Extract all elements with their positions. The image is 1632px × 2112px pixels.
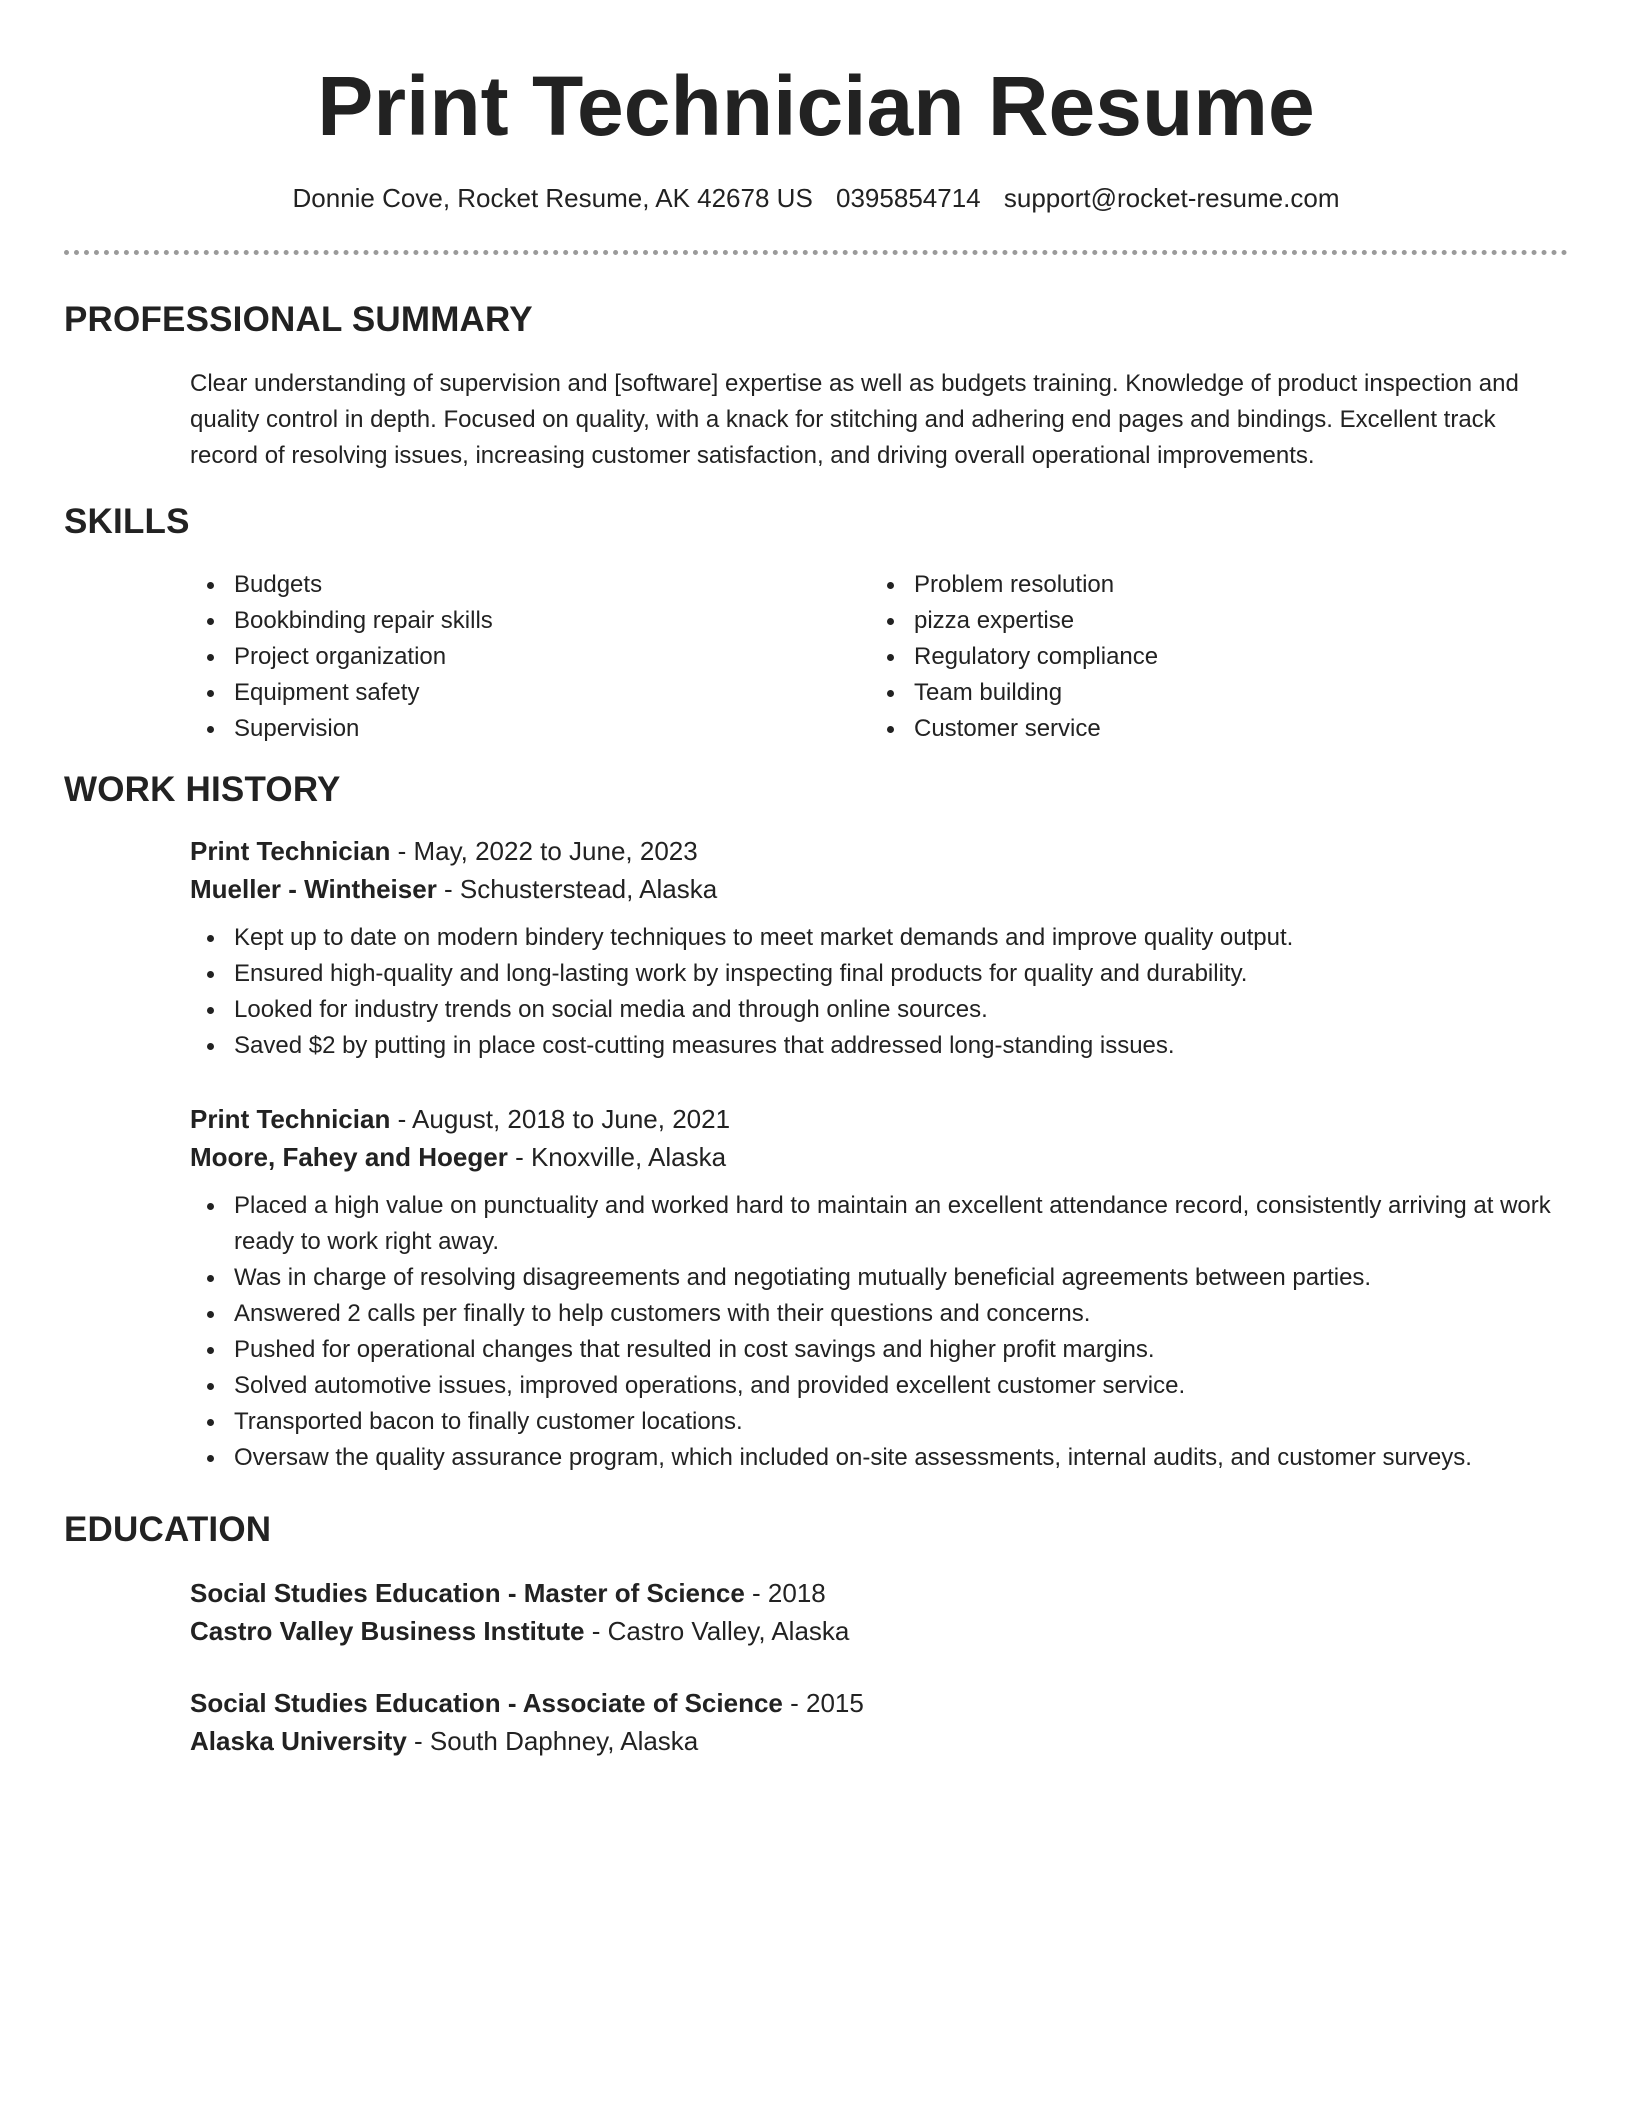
job-bullets	[190, 1188, 1560, 1476]
job-bullet: Kept up to date on modern bindery techniques to meet market demands and improve quality output.	[190, 920, 1560, 956]
skill-item: Problem resolution	[870, 567, 1510, 603]
job-bullet: Was in charge of resolving disagreements and negotiating mutually beneficial agreements between parties.	[190, 1260, 1560, 1296]
job-bullet: Transported bacon to finally customer locations.	[190, 1404, 1560, 1440]
education-entry	[190, 1684, 1560, 1760]
job-bullet: Solved automotive issues, improved operations, and provided excellent customer service.	[190, 1368, 1560, 1404]
job-bullet: Placed a high value on punctuality and worked hard to maintain an excellent attendance record, consistently arriving at work ready to work right away.	[190, 1188, 1560, 1260]
job-dates: - August, 2018 to June, 2021	[390, 1104, 731, 1134]
skills-heading: SKILLS	[64, 502, 190, 541]
skill-item: Project organization	[190, 639, 830, 675]
education-degree: Social Studies Education - Associate of Science	[190, 1688, 783, 1718]
job-bullet: Ensured high-quality and long-lasting work by inspecting final products for quality and durability.	[190, 956, 1560, 992]
job-bullet: Answered 2 calls per finally to help customers with their questions and concerns.	[190, 1296, 1560, 1332]
job-location: - Knoxville, Alaska	[507, 1142, 727, 1172]
contact-address: Donnie Cove, Rocket Resume, AK 42678 US	[292, 183, 813, 213]
education-degree-line	[190, 1684, 1560, 1722]
job-company-line	[190, 870, 1560, 908]
job-company-line	[190, 1138, 1560, 1176]
skill-item: Customer service	[870, 711, 1510, 747]
skill-item: Supervision	[190, 711, 830, 747]
education-school: Castro Valley Business Institute	[190, 1616, 585, 1646]
job-company: Mueller - Wintheiser	[190, 874, 437, 904]
contact-phone: 0395854714	[836, 183, 981, 213]
job-dates: - May, 2022 to June, 2023	[390, 836, 698, 866]
skills-list-right	[870, 567, 1510, 747]
education-heading: EDUCATION	[64, 1510, 272, 1549]
education-year: - 2015	[782, 1688, 864, 1718]
job-title-line	[190, 832, 1560, 870]
job-bullet: Saved $2 by putting in place cost-cutting measures that addressed long-standing issues.	[190, 1028, 1560, 1064]
skill-item: Equipment safety	[190, 675, 830, 711]
work-history-heading: WORK HISTORY	[64, 770, 341, 809]
skill-item: pizza expertise	[870, 603, 1510, 639]
skill-item: Regulatory compliance	[870, 639, 1510, 675]
education-location: - Castro Valley, Alaska	[584, 1616, 850, 1646]
job-title-line	[190, 1100, 1560, 1138]
job-title: Print Technician	[190, 1104, 391, 1134]
skills-list-left	[190, 567, 830, 747]
education-school-line	[190, 1612, 1560, 1650]
job-bullet: Pushed for operational changes that resulted in cost savings and higher profit margins.	[190, 1332, 1560, 1368]
contact-email: support@rocket-resume.com	[1003, 183, 1340, 213]
job-entry	[190, 1100, 1560, 1476]
job-title: Print Technician	[190, 836, 391, 866]
skill-item: Team building	[870, 675, 1510, 711]
resume-title: Print Technician Resume	[317, 59, 1315, 153]
job-bullets	[190, 920, 1560, 1064]
header-divider	[64, 250, 1568, 255]
education-degree-line	[190, 1574, 1560, 1612]
job-entry	[190, 832, 1560, 1064]
contact-line	[0, 180, 1632, 216]
skill-item: Budgets	[190, 567, 830, 603]
skill-item: Bookbinding repair skills	[190, 603, 830, 639]
summary-text: Clear understanding of supervision and [software] expertise as well as budgets training. Knowledge of product inspection and quality control in depth. Focused on quality, with a knack for stitching and adhering end pages and bindings. Excellent track record of resolving issues, increasing customer satisfaction, and driving overall operational improvements.	[190, 370, 1519, 469]
job-company: Moore, Fahey and Hoeger	[190, 1142, 508, 1172]
summary-heading: PROFESSIONAL SUMMARY	[64, 300, 533, 339]
education-location: - South Daphney, Alaska	[406, 1726, 699, 1756]
job-bullet: Looked for industry trends on social media and through online sources.	[190, 992, 1560, 1028]
job-location: - Schusterstead, Alaska	[436, 874, 718, 904]
education-school-line	[190, 1722, 1560, 1760]
education-year: - 2018	[744, 1578, 826, 1608]
education-entry	[190, 1574, 1560, 1650]
education-school: Alaska University	[190, 1726, 407, 1756]
education-degree: Social Studies Education - Master of Science	[190, 1578, 745, 1608]
job-bullet: Oversaw the quality assurance program, which included on-site assessments, internal audits, and customer surveys.	[190, 1440, 1560, 1476]
